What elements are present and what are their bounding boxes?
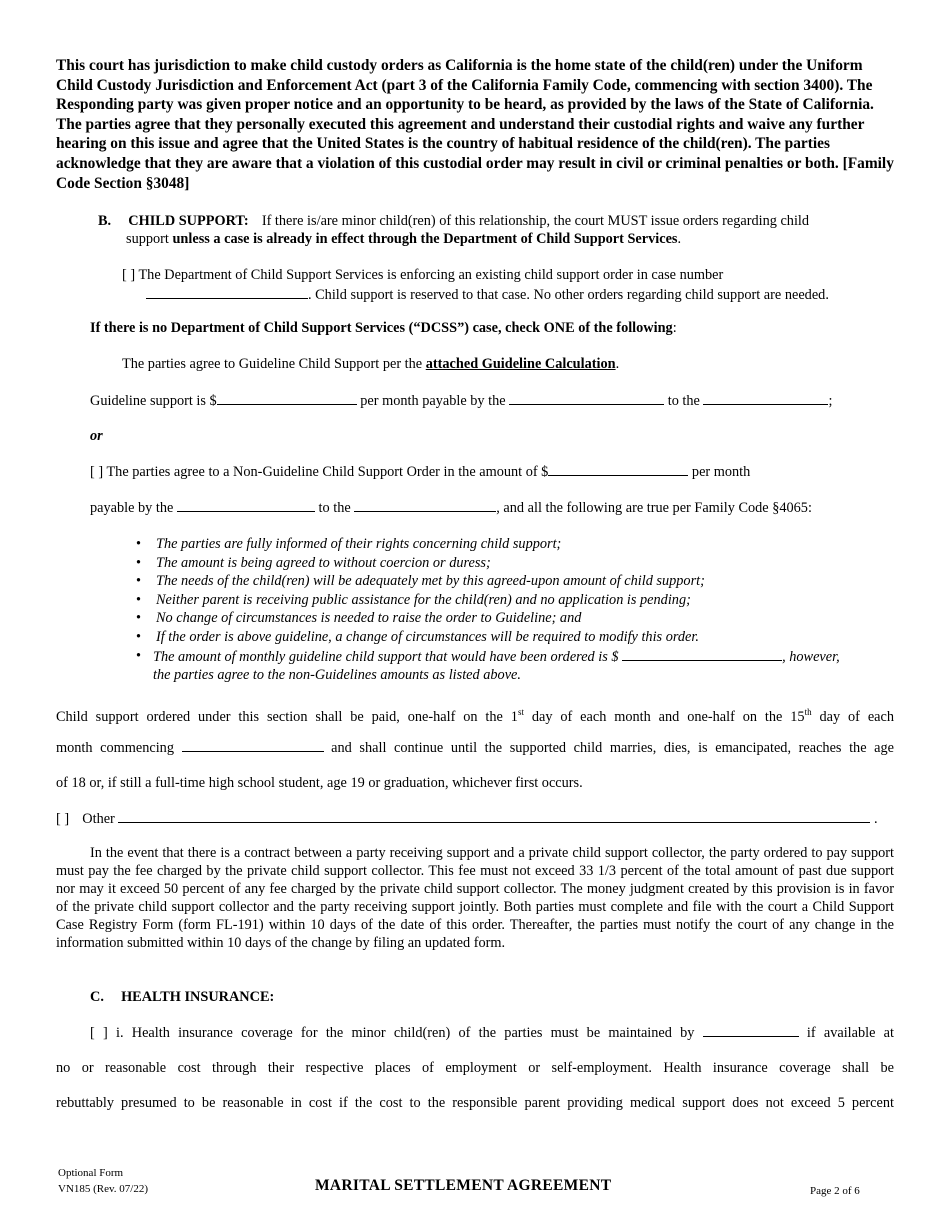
non-guideline-payor-field[interactable] <box>177 498 315 512</box>
superscript-th: th <box>804 707 812 717</box>
dcss-option-line-1 <box>122 266 902 284</box>
or-separator: or <box>90 428 103 444</box>
continue-text: and shall continue until the supported child marries, dies, is emancipated, reaches the age <box>331 740 894 756</box>
no-dcss-bold-text: If there is no Department of Child Support Services (“DCSS”) case, check ONE of the following <box>90 320 673 336</box>
ordered-text-2: day of each month and one-half on the 15 <box>523 708 805 725</box>
fc4065-conditions <box>136 535 896 685</box>
guideline-option <box>122 355 902 373</box>
support-word: support <box>126 231 169 247</box>
payment-schedule-line-2 <box>56 738 894 757</box>
other-label: Other <box>82 811 115 827</box>
health-insurance-heading: HEALTH INSURANCE: <box>121 989 275 1005</box>
guideline-support-label: Guideline support is $ <box>90 393 217 409</box>
semicolon: ; <box>828 393 833 409</box>
guideline-amount-text: The amount of monthly guideline child support that would have been ordered is $ <box>153 648 619 665</box>
per-month-payable-label: per month payable by the <box>360 393 506 409</box>
period: . <box>615 356 620 372</box>
superscript-st: st <box>517 707 524 717</box>
age-condition-text: of 18 or, if still a full-time high school student, age 19 or graduation, whichever first occurs. <box>56 775 583 791</box>
section-letter-c: C. <box>90 989 104 1005</box>
list-item <box>136 572 896 591</box>
section-letter-b: B. <box>98 213 112 229</box>
health-insurance-line-2: no or reasonable cost through their respective places of employment or self-employment. Health insurance coverage shall be <box>56 1060 894 1076</box>
if-available-text: if available at <box>806 1025 895 1041</box>
condition-text: No change of circumstances is needed to raise the order to Guideline; and <box>156 610 582 627</box>
to-the-label-2: to the <box>318 500 351 516</box>
list-item <box>136 535 896 554</box>
list-item <box>136 591 896 610</box>
condition-text: The needs of the child(ren) will be adequately met by this agreed-upon amount of child support; <box>156 573 705 590</box>
would-have-been-amount-field[interactable] <box>622 647 782 661</box>
bullet-dot: • <box>136 628 142 645</box>
conditions-list <box>136 535 896 647</box>
non-guideline-amount-field[interactable] <box>548 462 688 476</box>
colon: : <box>672 320 677 336</box>
guideline-payor-field[interactable] <box>509 391 664 405</box>
guideline-support-line <box>90 391 890 410</box>
child-support-heading-line <box>98 212 898 230</box>
page-number: Page 2 of 6 <box>810 1185 860 1197</box>
non-guideline-payable-line <box>90 498 890 517</box>
guideline-payee-field[interactable] <box>703 391 828 405</box>
health-insurance-line-3: rebuttably presumed to be reasonable in cost if the cost to the responsible parent providing medical support does not exceed 5 percent <box>56 1095 894 1111</box>
ordered-text-1: Child support ordered under this section shall be paid, one-half on the 1 <box>56 708 518 725</box>
bullet-dot: • <box>136 591 142 608</box>
health-insurance-text-1: Health insurance coverage for the minor child(ren) of the parties must be maintained by <box>131 1025 695 1041</box>
period: . <box>677 231 682 247</box>
dcss-option-text: The Department of Child Support Services is enforcing an existing child support order in case number <box>138 267 724 283</box>
non-guideline-payee-field[interactable] <box>354 498 496 512</box>
form-number: VN185 (Rev. 07/22) <box>58 1183 149 1195</box>
other-line <box>56 809 894 828</box>
condition-text: The parties are fully informed of their rights concerning child support; <box>156 536 562 552</box>
bullet-dot: • <box>136 573 142 590</box>
per-month-label: per month <box>691 464 751 480</box>
dcss-option-line-2 <box>146 285 926 304</box>
no-dcss-instruction <box>90 319 890 337</box>
non-guideline-agree-text: the parties agree to the non-Guidelines amounts as listed above. <box>153 667 521 684</box>
dcss-reserved-text: . Child support is reserved to that case. No other orders regarding child support are needed. <box>308 287 829 303</box>
health-insurance-checkbox[interactable]: [ ] <box>90 1025 108 1041</box>
to-the-label: to the <box>667 393 700 409</box>
commencing-date-field[interactable] <box>182 738 324 752</box>
bullet-dot: • <box>136 647 142 664</box>
private-collector-paragraph <box>56 845 894 952</box>
condition-text: The amount is being agreed to without coercion or duress; <box>156 554 491 571</box>
payable-by-label: payable by the <box>90 500 174 516</box>
list-item <box>136 554 896 573</box>
child-support-heading: CHILD SUPPORT: <box>128 213 249 229</box>
condition-text: If the order is above guideline, a change of circumstances will be required to modify this order. <box>156 628 699 645</box>
period: . <box>873 811 878 827</box>
condition-text: Neither parent is receiving public assistance for the child(ren) and no application is pending; <box>156 591 691 608</box>
jurisdiction-paragraph: This court has jurisdiction to make child custody orders as California is the home state of the child(ren) under the Uniform Child Custody Jurisdiction and Enforcement Act (part 3 of the California Family Code, commencing with section 3400). The Responding party was given proper notice and an opportunity to be heard, as provided by the laws of the State of California. The parties agree that they personally executed this agreement and understand their custodial rights and waive any further hearing on this issue and agree that the United States is the country of habitual residence of the child(ren). The parties acknowledge that they are aware that a violation of this custodial order may result in civil or criminal penalties or both. [Family Code Section §3048] <box>56 57 894 192</box>
insurance-maintained-by-field[interactable] <box>703 1023 799 1037</box>
payment-schedule-line-1 <box>56 703 894 726</box>
non-guideline-line <box>90 462 890 481</box>
bullet-dot: • <box>136 554 142 571</box>
item-i-label: i. <box>115 1025 124 1041</box>
other-field[interactable] <box>118 809 870 823</box>
non-guideline-text: The parties agree to a Non-Guideline Child Support Order in the amount of $ <box>106 464 549 480</box>
list-item <box>136 628 896 647</box>
health-insurance-heading-line <box>90 988 274 1006</box>
child-support-intro-text: If there is/are minor child(ren) of this relationship, the court MUST issue orders regarding child <box>261 213 810 229</box>
guideline-calculation-link[interactable]: attached Guideline Calculation <box>425 356 616 372</box>
family-code-4065-text: , and all the following are true per Family Code §4065: <box>496 500 812 516</box>
optional-form-label: Optional Form <box>58 1167 124 1179</box>
other-checkbox[interactable]: [ ] <box>56 811 70 827</box>
however-text: , however, <box>782 648 840 665</box>
month-commencing-label: month commencing <box>56 740 174 756</box>
child-support-intro-line-2 <box>126 230 906 248</box>
dcss-checkbox[interactable]: [ ] <box>122 267 136 283</box>
guideline-option-text: The parties agree to Guideline Child Support per the <box>122 356 423 372</box>
guideline-amount-field[interactable] <box>217 391 357 405</box>
list-item <box>136 647 896 667</box>
bullet-dot: • <box>136 610 142 627</box>
list-item <box>136 609 896 628</box>
health-insurance-line-1 <box>90 1023 894 1042</box>
non-guideline-checkbox[interactable]: [ ] <box>90 464 104 480</box>
document-title: MARITAL SETTLEMENT AGREEMENT <box>315 1177 612 1194</box>
dcss-exception-text: unless a case is already in effect through the Department of Child Support Services <box>172 231 678 247</box>
dcss-case-number-field[interactable] <box>146 285 308 299</box>
ordered-text-3: day of each <box>811 708 894 725</box>
private-collector-text: In the event that there is a contract between a party receiving support and a private child support collector, the party ordered to pay support must pay the fee charged by the private child support collector. This fee must not exceed 33 1/3 percent of the total amount of past due support nor may it exceed 50 percent of any fee charged by the private child support collector. The money judgment created by this provision is in favor of the private child support collector and the party receiving support jointly. Both parties must complete and file with the court a Child Support Case Registry Form (form FL-191) within 10 days of the date of this order. Thereafter, the parties must notify the court of any change in the information submitted within 10 days of the change by filing an updated form. <box>56 845 894 951</box>
bullet-dot: • <box>136 536 142 552</box>
